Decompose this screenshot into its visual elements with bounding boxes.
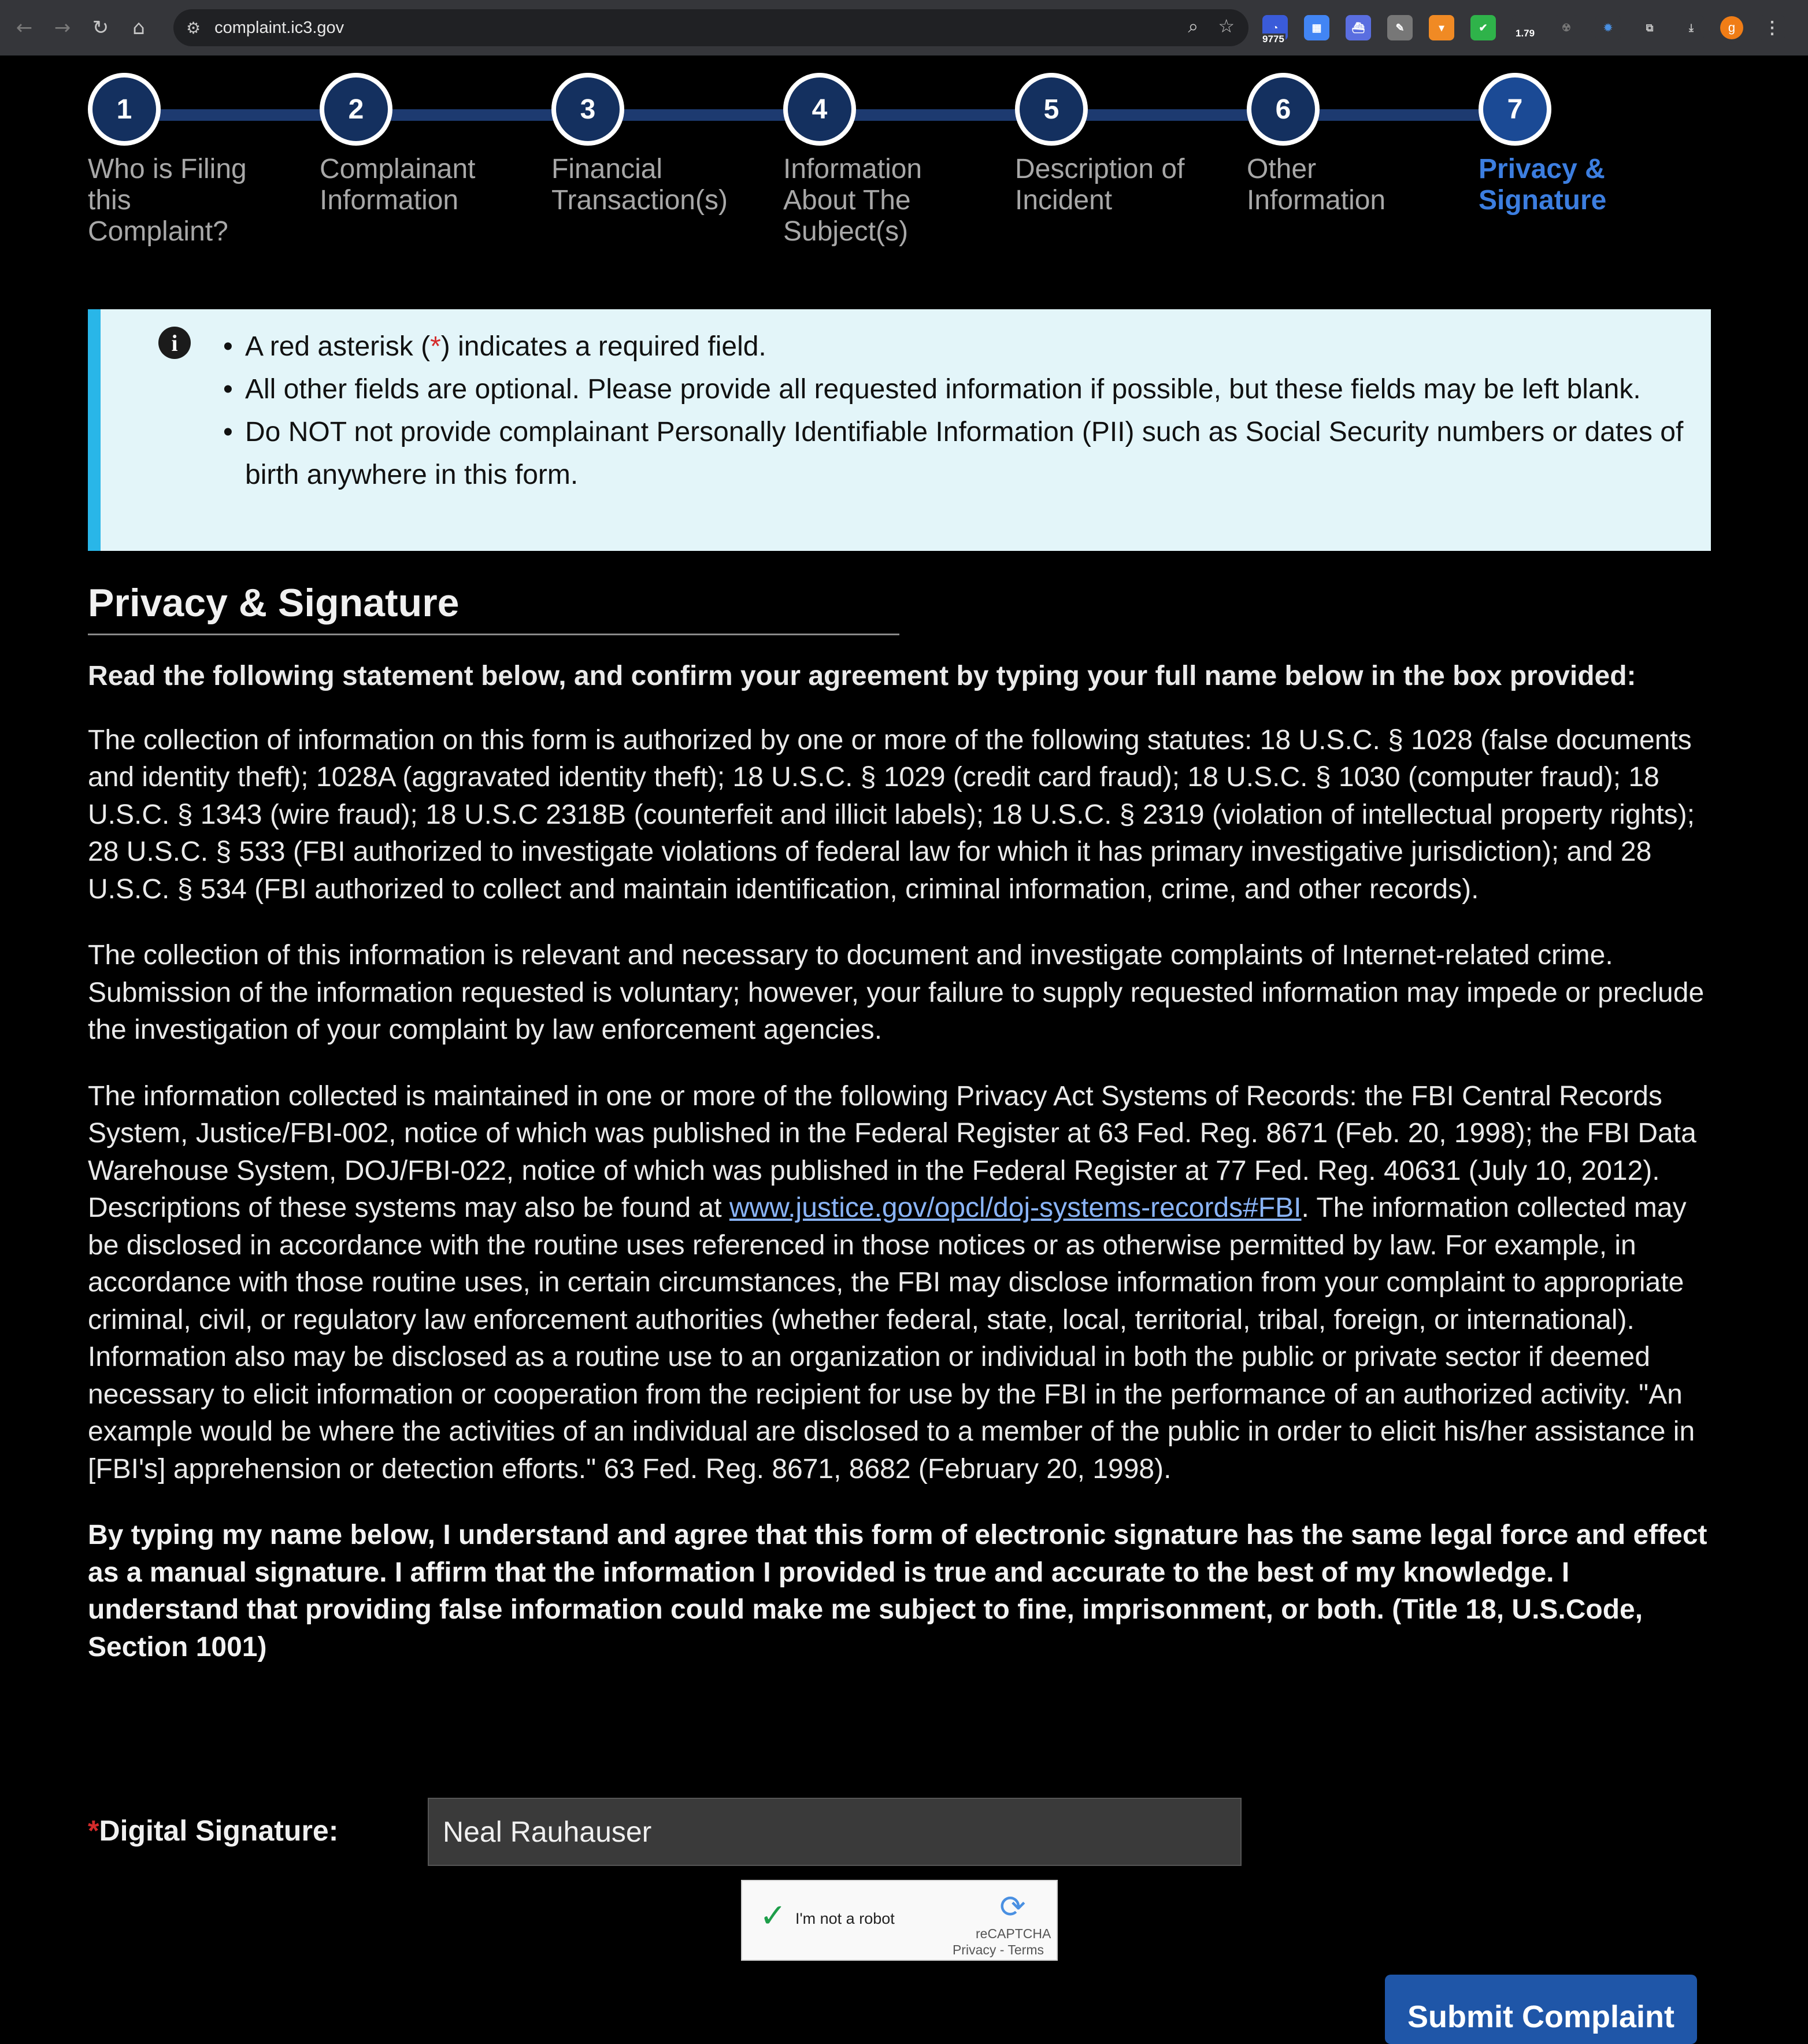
step-6-label: Other Information: [1247, 154, 1386, 216]
step-1-label: Who is Filing this Complaint?: [88, 154, 247, 247]
home-icon[interactable]: ⌂: [132, 16, 145, 39]
kebab-menu-icon[interactable]: ⋮: [1759, 15, 1785, 40]
step-3-circle: 3: [551, 73, 624, 146]
records-paragraph: The information collected is maintained in one or more of the following Privacy Act Systems of Records: the FBI Central Records System, Justice/FBI-002, notice of which was published in the Federal Register at 63 Fed. Reg. 8671 (Feb. 20, 1998); the FBI Data Warehouse System, DOJ/FBI-022, notice of which was published in the Federal Register at 77 Fed. Reg. 40631 (July 10, 2012). Descriptions of these systems may also be found at www.justice.gov/opcl/doj-systems-records#FBI. The information collected may be disclosed in accordance with the routine uses referenced in those notices or as otherwise permitted by law. For example, in accordance with those routine uses, in certain circumstances, the FBI may disclose information from your complaint to appropriate criminal, civil, or regulatory law enforcement authorities (whether federal, state, local, territorial, tribal, foreign, or international). Information also may be disclosed as a routine use to an organization or individual in both the public or private sector if deemed necessary to elicit information or cooperation from the recipient for use by the FBI in the performance of an authorized activity. "An example would be where the activities of an individual are disclosed to a member of the public in order to elicit his/her assistance in [FBI's] apprehension or detection efforts." 63 Fed. Reg. 8671, 8682 (February 20, 1998).: [88, 1080, 1696, 1484]
step-7-circle: 7: [1479, 73, 1551, 146]
profile-avatar[interactable]: g: [1720, 16, 1743, 39]
calendar-extension-icon[interactable]: ▦: [1304, 15, 1329, 40]
ship-extension-icon[interactable]: ⛴: [1346, 15, 1371, 40]
recaptcha-privacy-terms[interactable]: Privacy - Terms: [952, 1942, 1044, 1957]
gear-extension-icon[interactable]: ✹: [1595, 15, 1621, 40]
alert-item-pii: • Do NOT not provide complainant Personally Identifiable Information (PII) such as Social Security numbers or dates of birth anywhere in this form.: [223, 411, 1691, 497]
step-2[interactable]: [313, 73, 486, 216]
privacy-statement: [88, 658, 1718, 1695]
statutes-paragraph: The collection of information on this form is authorized by one or more of the following statutes: 18 U.S.C. § 1028 (false documents and identity theft); 1028A (aggravated identity theft); 18 U.S.C. § 1029 (credit card fraud); 18 U.S.C. § 1030 (computer fraud); 18 U.S.C. § 1343 (wire fraud); 18 U.S.C 2318B (counterfeit and illicit labels); 18 U.S.C. § 2319 (violation of intellectual property rights); 28 U.S.C. § 533 (FBI authorized to investigate violations of federal law for which it has primary investigative jurisdiction); and 28 U.S.C. § 534 (FBI authorized to collect and maintain identification, criminal information, crime, and other records).: [88, 724, 1695, 905]
browser-toolbar: [0, 0, 1808, 55]
gauge-extension-icon[interactable]: ◔ 9775: [1262, 15, 1288, 40]
digital-signature-label: *Digital Signature:: [88, 1815, 339, 1847]
counter-extension-icon[interactable]: 1.79: [1512, 15, 1537, 40]
step-6[interactable]: [1240, 73, 1413, 216]
step-2-label: Complainant Information: [320, 154, 476, 216]
site-settings-icon[interactable]: ⚙: [186, 18, 201, 38]
recaptcha-widget: [741, 1880, 1058, 1961]
step-5[interactable]: [1008, 73, 1185, 216]
digital-signature-input[interactable]: [428, 1798, 1242, 1866]
required-asterisk: *: [88, 1815, 99, 1847]
step-4[interactable]: [776, 73, 950, 247]
doj-systems-link[interactable]: www.justice.gov/opcl/doj-systems-records#FBI: [729, 1193, 1302, 1223]
step-6-circle: 6: [1247, 73, 1320, 146]
info-alert: [88, 309, 1711, 551]
step-5-label: Description of Incident: [1015, 154, 1185, 216]
progress-stepper: [0, 55, 1808, 287]
step-3[interactable]: [544, 73, 728, 216]
recaptcha-logo-icon: ⟳: [999, 1888, 1026, 1925]
back-arrow-icon[interactable]: ←: [16, 16, 33, 39]
address-bar[interactable]: [173, 9, 1248, 46]
step-1[interactable]: [81, 73, 254, 247]
recaptcha-checkbox-label: I'm not a robot: [795, 1910, 895, 1927]
step-1-circle: 1: [88, 73, 161, 146]
step-4-circle: 4: [783, 73, 856, 146]
submit-complaint-button[interactable]: Submit Complaint: [1385, 1975, 1697, 2044]
relevance-paragraph: The collection of this information is relevant and necessary to document and investigate complaints of Internet-related crime. Submission of the information requested is voluntary; however, your failure to supply requested information may impede or preclude the investigation of your complaint by law enforcement agencies.: [88, 940, 1705, 1045]
pen-extension-icon[interactable]: ✎: [1387, 15, 1413, 40]
url-text[interactable]: complaint.ic3.gov: [214, 18, 344, 37]
intro-instruction: Read the following statement below, and confirm your agreement by typing your full name below in the box provided:: [88, 661, 1636, 691]
step-5-circle: 5: [1015, 73, 1088, 146]
step-4-label: Information About The Subject(s): [783, 154, 922, 247]
page-title: Privacy & Signature: [88, 580, 899, 635]
alert-item-required: • A red asterisk (*) indicates a required field.: [223, 325, 1691, 368]
forward-arrow-icon[interactable]: →: [54, 16, 71, 39]
bucket-extension-icon[interactable]: ▾: [1429, 15, 1454, 40]
alert-item-optional: • All other fields are optional. Please provide all requested information if possible, but these fields may be left blank.: [223, 368, 1691, 411]
check-extension-icon[interactable]: ✔: [1470, 15, 1496, 40]
puzzle-extensions-icon[interactable]: ⧉: [1637, 15, 1662, 40]
alert-list: [223, 325, 1691, 497]
zoom-icon[interactable]: ⌕: [1188, 15, 1199, 37]
radiation-extension-icon[interactable]: ☢: [1554, 15, 1579, 40]
agreement-paragraph: By typing my name below, I understand and agree that this form of electronic signature has the same legal force and effect as a manual signature. I affirm that the information I provided is true and accurate to the best of my knowledge. I understand that providing false information could make me subject to fine, imprisonment, or both. (Title 18, U.S.Code, Section 1001): [88, 1520, 1707, 1662]
step-3-label: Financial Transaction(s): [551, 154, 728, 216]
extensions-bar: [1262, 12, 1785, 44]
step-2-circle: 2: [320, 73, 392, 146]
bookmark-star-icon[interactable]: ☆: [1218, 15, 1235, 37]
step-7-label: Privacy & Signature: [1479, 154, 1607, 216]
checkmark-icon[interactable]: ✓: [759, 1897, 787, 1935]
step-7[interactable]: [1472, 73, 1645, 216]
recaptcha-brand: reCAPTCHA: [976, 1926, 1051, 1941]
required-asterisk: *: [430, 331, 441, 362]
download-icon[interactable]: ⤓: [1679, 15, 1704, 40]
info-icon: i: [158, 327, 191, 359]
reload-icon[interactable]: ↻: [92, 16, 109, 39]
